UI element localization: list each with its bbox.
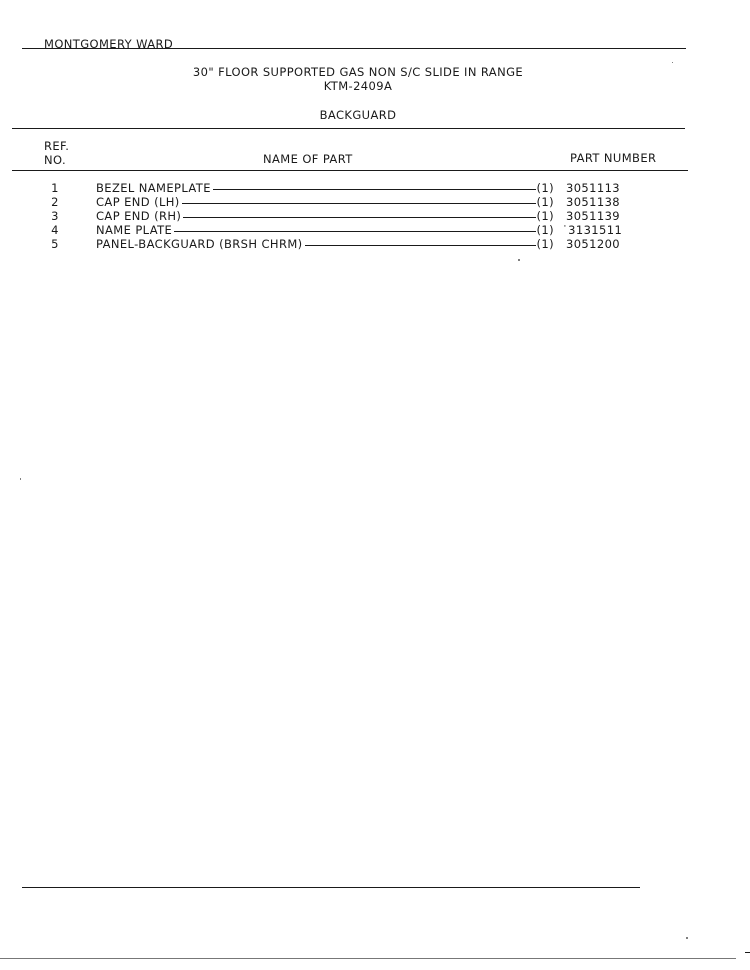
table-row bbox=[0, 209, 750, 223]
scan-speck bbox=[20, 478, 21, 480]
part-quantity: (1) bbox=[536, 223, 554, 237]
ref-number: 4 bbox=[51, 223, 59, 237]
ref-number: 3 bbox=[51, 209, 59, 223]
table-row bbox=[0, 195, 750, 209]
name-column-header: NAME OF PART bbox=[263, 152, 353, 166]
scan-speck bbox=[686, 937, 688, 939]
section-title: BACKGUARD bbox=[319, 108, 397, 122]
footer-rule bbox=[22, 887, 640, 888]
leader-line bbox=[305, 245, 536, 246]
part-number: 3051200 bbox=[566, 237, 621, 251]
section-rule bbox=[12, 128, 685, 129]
part-name-leader bbox=[96, 223, 554, 237]
bottom-edge-rule bbox=[0, 958, 736, 959]
part-name: BEZEL NAMEPLATE bbox=[96, 181, 211, 195]
header-rule bbox=[22, 48, 686, 49]
leader-line bbox=[182, 203, 536, 204]
ref-number: 5 bbox=[51, 237, 59, 251]
part-name: CAP END (LH) bbox=[96, 195, 180, 209]
part-name: CAP END (RH) bbox=[96, 209, 182, 223]
table-row bbox=[0, 223, 750, 237]
table-row bbox=[0, 237, 750, 251]
part-number: 3051113 bbox=[566, 181, 621, 195]
company-name: MONTGOMERY WARD bbox=[44, 37, 174, 51]
ref-number: 2 bbox=[51, 195, 59, 209]
part-number: 3051139 bbox=[566, 209, 621, 223]
part-quantity: (1) bbox=[536, 195, 554, 209]
ref-number: 1 bbox=[51, 181, 59, 195]
ref-column-header-line2: NO. bbox=[44, 153, 67, 167]
part-name-leader bbox=[96, 209, 554, 223]
part-name-leader bbox=[96, 195, 554, 209]
document-title: 30" FLOOR SUPPORTED GAS NON S/C SLIDE IN RANGE bbox=[192, 65, 524, 79]
part-number-column-header: PART NUMBER bbox=[570, 151, 657, 165]
part-quantity: (1) bbox=[536, 181, 554, 195]
part-name-leader bbox=[96, 181, 554, 195]
table-header-rule bbox=[12, 170, 688, 171]
part-number: ˙3131511 bbox=[562, 223, 623, 237]
leader-line bbox=[213, 189, 536, 190]
scan-speck bbox=[672, 62, 673, 63]
part-name: NAME PLATE bbox=[96, 223, 173, 237]
part-name: PANEL-BACKGUARD (BRSH CHRM) bbox=[96, 237, 303, 251]
part-number: 3051138 bbox=[566, 195, 621, 209]
leader-line bbox=[183, 217, 535, 218]
ref-column-header-line1: REF. bbox=[44, 139, 70, 153]
table-row bbox=[0, 181, 750, 195]
part-name-leader bbox=[96, 237, 554, 251]
part-quantity: (1) bbox=[536, 237, 554, 251]
scan-speck bbox=[518, 259, 520, 261]
model-number: KTM-2409A bbox=[323, 79, 393, 93]
leader-line bbox=[174, 231, 535, 232]
bottom-edge-mark bbox=[745, 952, 750, 953]
part-quantity: (1) bbox=[536, 209, 554, 223]
